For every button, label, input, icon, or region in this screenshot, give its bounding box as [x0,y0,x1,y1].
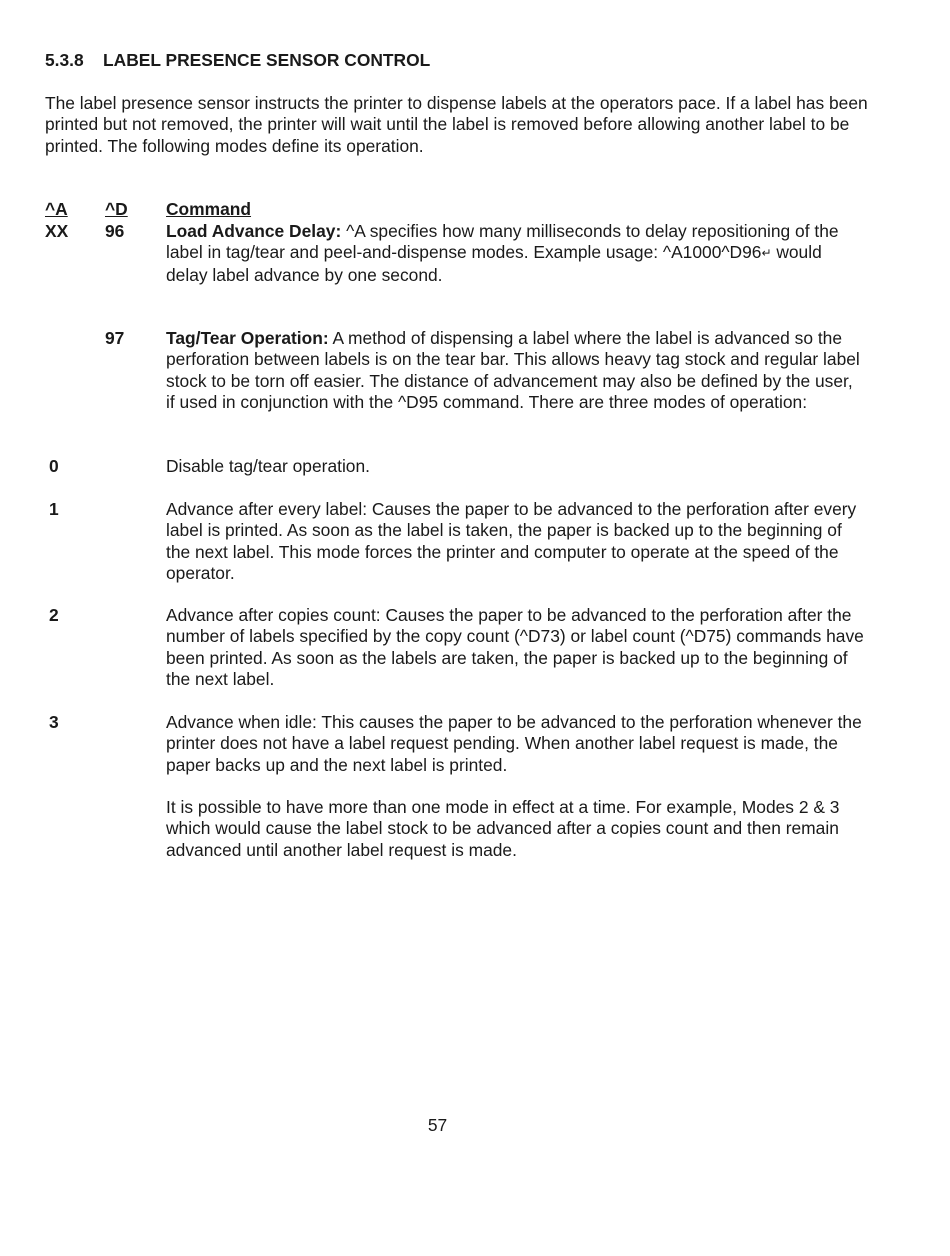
mode-2-text: Advance after copies count: Causes the paper to be advanced to the perforation after the number of labels specified by the copy count (^D73) or label count (^D75) commands have been printed. As soon as the labels are taken, the paper is backed up to the beginning of the next label. [166,605,864,690]
page-number: 57 [427,1115,448,1135]
note-paragraph: It is possible to have more than one mode in effect at a time. For example, Modes 2 & 3 which would cause the label stock to be advanced after a copies count and then remain advanced until another label request is made. [166,797,840,860]
mode-3-code: 3 [49,712,59,732]
enter-key-icon: ↵ [761,246,772,261]
column-header-command: Command [166,199,252,219]
entry-96-text-after: would delay label advance by one second. [166,242,822,285]
entry-96-text: ^A specifies how many milliseconds to delay repositioning of the label in tag/tear and peel-and-dispense modes. Example usage: ^A1000^D96 [166,221,839,263]
section-title: LABEL PRESENCE SENSOR CONTROL [103,50,431,70]
entry-96-description [166,221,866,286]
entry-96-title: Load Advance Delay: [166,221,342,241]
entry-96-a-code: XX [45,221,69,241]
section-heading [45,50,430,71]
entry-97-description [166,328,866,414]
intro-paragraph: The label presence sensor instructs the printer to dispense labels at the operators pace. If a label has been printed but not removed, the printer will wait until the label is removed before allowing another label to be printed. The following modes define its operation. [45,93,868,156]
column-header-d: ^D [105,199,128,219]
column-header-a: ^A [45,199,68,219]
mode-0-text: Disable tag/tear operation. [166,456,370,476]
mode-2-code: 2 [49,605,59,625]
mode-1-code: 1 [49,499,59,519]
entry-97-d-code: 97 [105,328,125,348]
entry-96-d-code: 96 [105,221,125,241]
mode-1-text: Advance after every label: Causes the paper to be advanced to the perforation after every label is printed. As soon as the label is taken, the paper is backed up to the beginning of the next label. This mode forces the printer and computer to operate at the speed of the operator. [166,499,857,584]
entry-97-title: Tag/Tear Operation: [166,328,329,348]
mode-0-code: 0 [49,456,59,476]
mode-3-text: Advance when idle: This causes the paper to be advanced to the perforation whenever the printer does not have a label request pending. When another label request is made, the paper backs up and the next label is printed. [166,712,862,775]
entry-97-text: A method of dispensing a label where the label is advanced so the perforation between labels is on the tear bar. This allows heavy tag stock and regular label stock to be torn off easier. The distance of advancement may also be defined by the user, if used in conjunction with the ^D95 command. There are three modes of operation: [166,328,860,413]
section-number: 5.3.8 [45,50,84,70]
